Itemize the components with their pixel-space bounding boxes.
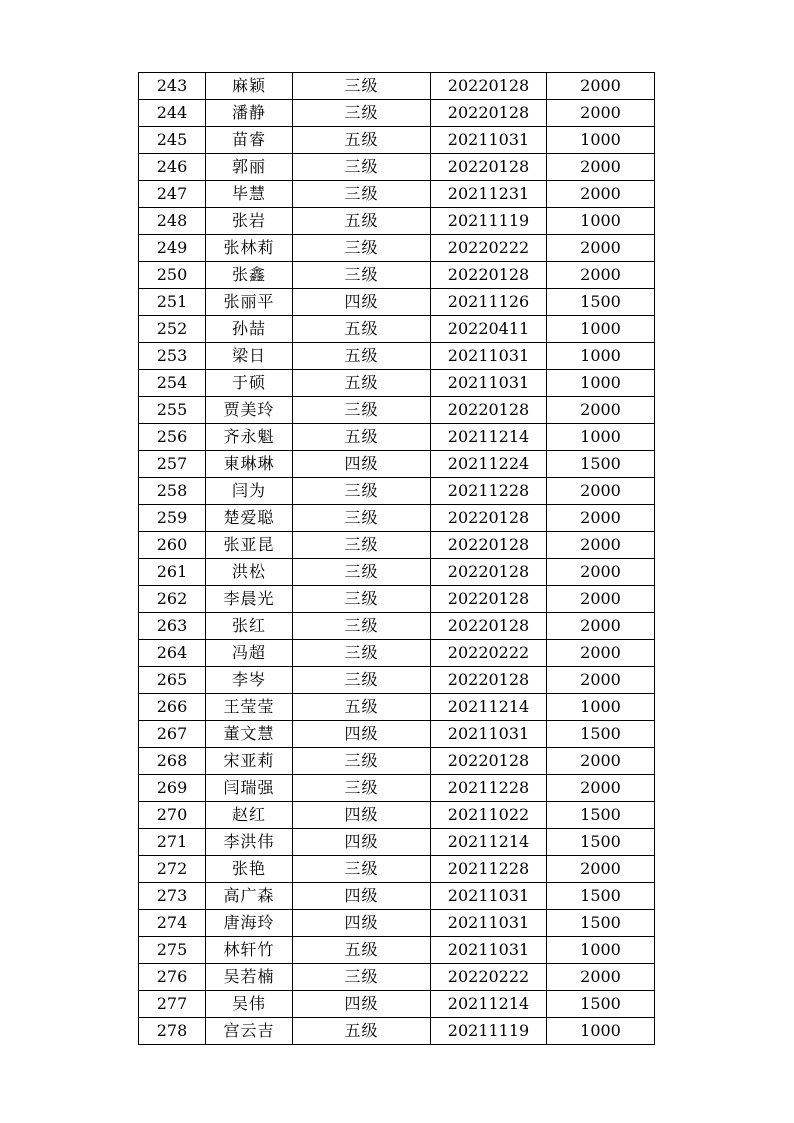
cell-level: 五级 xyxy=(293,1018,431,1045)
cell-date: 20220128 xyxy=(431,613,547,640)
cell-amount: 2000 xyxy=(547,262,655,289)
cell-name: 苗睿 xyxy=(206,127,293,154)
cell-name: 郭丽 xyxy=(206,154,293,181)
table-row xyxy=(139,100,655,127)
table-row xyxy=(139,343,655,370)
cell-name: 楚爱聪 xyxy=(206,505,293,532)
cell-row-number: 264 xyxy=(139,640,206,667)
cell-name: 洪松 xyxy=(206,559,293,586)
cell-row-number: 246 xyxy=(139,154,206,181)
cell-row-number: 243 xyxy=(139,73,206,100)
cell-name: 孙喆 xyxy=(206,316,293,343)
cell-level: 三级 xyxy=(293,505,431,532)
table-row xyxy=(139,478,655,505)
cell-level: 四级 xyxy=(293,910,431,937)
cell-level: 四级 xyxy=(293,829,431,856)
cell-level: 四级 xyxy=(293,721,431,748)
cell-name: 张丽平 xyxy=(206,289,293,316)
table-row xyxy=(139,1018,655,1045)
cell-level: 三级 xyxy=(293,154,431,181)
cell-amount: 1000 xyxy=(547,316,655,343)
table-row xyxy=(139,829,655,856)
table-row xyxy=(139,397,655,424)
cell-name: 梁日 xyxy=(206,343,293,370)
cell-date: 20211031 xyxy=(431,721,547,748)
cell-amount: 2000 xyxy=(547,748,655,775)
cell-date: 20211228 xyxy=(431,478,547,505)
cell-name: 赵红 xyxy=(206,802,293,829)
table-row xyxy=(139,127,655,154)
cell-name: 闫瑞强 xyxy=(206,775,293,802)
cell-amount: 2000 xyxy=(547,532,655,559)
cell-row-number: 260 xyxy=(139,532,206,559)
cell-level: 五级 xyxy=(293,343,431,370)
cell-level: 三级 xyxy=(293,586,431,613)
cell-date: 20220128 xyxy=(431,532,547,559)
table-row xyxy=(139,532,655,559)
cell-date: 20211231 xyxy=(431,181,547,208)
table-row xyxy=(139,235,655,262)
cell-amount: 2000 xyxy=(547,397,655,424)
cell-name: 宋亚莉 xyxy=(206,748,293,775)
cell-level: 四级 xyxy=(293,289,431,316)
cell-amount: 2000 xyxy=(547,478,655,505)
cell-row-number: 263 xyxy=(139,613,206,640)
cell-row-number: 248 xyxy=(139,208,206,235)
cell-row-number: 244 xyxy=(139,100,206,127)
cell-amount: 1500 xyxy=(547,802,655,829)
cell-row-number: 266 xyxy=(139,694,206,721)
table-row xyxy=(139,181,655,208)
cell-date: 20220128 xyxy=(431,100,547,127)
cell-date: 20211031 xyxy=(431,127,547,154)
cell-row-number: 274 xyxy=(139,910,206,937)
cell-row-number: 250 xyxy=(139,262,206,289)
cell-date: 20211214 xyxy=(431,424,547,451)
cell-row-number: 273 xyxy=(139,883,206,910)
cell-date: 20220128 xyxy=(431,73,547,100)
cell-level: 三级 xyxy=(293,532,431,559)
cell-level: 三级 xyxy=(293,478,431,505)
cell-name: 闫为 xyxy=(206,478,293,505)
cell-name: 齐永魁 xyxy=(206,424,293,451)
table-row xyxy=(139,802,655,829)
cell-name: 毕慧 xyxy=(206,181,293,208)
cell-amount: 2000 xyxy=(547,856,655,883)
cell-date: 20220222 xyxy=(431,964,547,991)
table-body xyxy=(139,73,655,1045)
cell-date: 20220222 xyxy=(431,640,547,667)
table-row xyxy=(139,937,655,964)
cell-name: 于硕 xyxy=(206,370,293,397)
cell-amount: 1500 xyxy=(547,883,655,910)
cell-amount: 1000 xyxy=(547,370,655,397)
cell-amount: 2000 xyxy=(547,154,655,181)
cell-amount: 1500 xyxy=(547,721,655,748)
cell-level: 五级 xyxy=(293,937,431,964)
table-row xyxy=(139,613,655,640)
cell-name: 東琳琳 xyxy=(206,451,293,478)
table-row xyxy=(139,775,655,802)
table-row xyxy=(139,316,655,343)
cell-date: 20211214 xyxy=(431,991,547,1018)
cell-amount: 1000 xyxy=(547,208,655,235)
cell-row-number: 275 xyxy=(139,937,206,964)
cell-date: 20211119 xyxy=(431,1018,547,1045)
table-row xyxy=(139,748,655,775)
cell-name: 张林莉 xyxy=(206,235,293,262)
cell-name: 吴若楠 xyxy=(206,964,293,991)
table-row xyxy=(139,910,655,937)
table-row xyxy=(139,370,655,397)
cell-date: 20220128 xyxy=(431,154,547,181)
cell-amount: 1000 xyxy=(547,1018,655,1045)
cell-amount: 2000 xyxy=(547,613,655,640)
cell-level: 三级 xyxy=(293,181,431,208)
cell-date: 20211031 xyxy=(431,343,547,370)
cell-level: 五级 xyxy=(293,127,431,154)
cell-row-number: 261 xyxy=(139,559,206,586)
cell-date: 20211126 xyxy=(431,289,547,316)
cell-row-number: 254 xyxy=(139,370,206,397)
cell-date: 20211031 xyxy=(431,370,547,397)
cell-date: 20211214 xyxy=(431,694,547,721)
table-row xyxy=(139,208,655,235)
cell-amount: 2000 xyxy=(547,586,655,613)
cell-level: 三级 xyxy=(293,235,431,262)
cell-amount: 1000 xyxy=(547,343,655,370)
cell-amount: 1000 xyxy=(547,127,655,154)
cell-row-number: 249 xyxy=(139,235,206,262)
cell-amount: 2000 xyxy=(547,235,655,262)
cell-row-number: 278 xyxy=(139,1018,206,1045)
cell-level: 四级 xyxy=(293,451,431,478)
cell-amount: 1500 xyxy=(547,289,655,316)
cell-amount: 2000 xyxy=(547,100,655,127)
cell-row-number: 271 xyxy=(139,829,206,856)
cell-amount: 1500 xyxy=(547,991,655,1018)
data-table xyxy=(138,72,655,1045)
cell-amount: 1000 xyxy=(547,937,655,964)
table-row xyxy=(139,856,655,883)
cell-amount: 1500 xyxy=(547,910,655,937)
cell-level: 四级 xyxy=(293,802,431,829)
cell-row-number: 265 xyxy=(139,667,206,694)
cell-row-number: 252 xyxy=(139,316,206,343)
table-row xyxy=(139,964,655,991)
table-row xyxy=(139,154,655,181)
cell-date: 20220128 xyxy=(431,667,547,694)
cell-level: 四级 xyxy=(293,991,431,1018)
cell-row-number: 258 xyxy=(139,478,206,505)
cell-amount: 2000 xyxy=(547,505,655,532)
cell-date: 20220128 xyxy=(431,559,547,586)
cell-name: 李晨光 xyxy=(206,586,293,613)
cell-date: 20211031 xyxy=(431,937,547,964)
cell-name: 宫云吉 xyxy=(206,1018,293,1045)
cell-name: 冯超 xyxy=(206,640,293,667)
cell-date: 20211228 xyxy=(431,775,547,802)
cell-amount: 1000 xyxy=(547,424,655,451)
cell-name: 李洪伟 xyxy=(206,829,293,856)
cell-level: 三级 xyxy=(293,856,431,883)
table-row xyxy=(139,73,655,100)
cell-row-number: 277 xyxy=(139,991,206,1018)
cell-date: 20211214 xyxy=(431,829,547,856)
cell-name: 林轩竹 xyxy=(206,937,293,964)
cell-level: 五级 xyxy=(293,694,431,721)
table-row xyxy=(139,667,655,694)
cell-date: 20220128 xyxy=(431,262,547,289)
cell-row-number: 272 xyxy=(139,856,206,883)
cell-row-number: 251 xyxy=(139,289,206,316)
cell-name: 张鑫 xyxy=(206,262,293,289)
cell-name: 吴伟 xyxy=(206,991,293,1018)
cell-level: 三级 xyxy=(293,775,431,802)
cell-name: 唐海玲 xyxy=(206,910,293,937)
cell-date: 20211031 xyxy=(431,883,547,910)
cell-level: 三级 xyxy=(293,640,431,667)
cell-row-number: 269 xyxy=(139,775,206,802)
cell-name: 董文慧 xyxy=(206,721,293,748)
cell-level: 三级 xyxy=(293,100,431,127)
cell-date: 20211022 xyxy=(431,802,547,829)
cell-level: 三级 xyxy=(293,613,431,640)
cell-row-number: 276 xyxy=(139,964,206,991)
table-row xyxy=(139,640,655,667)
cell-row-number: 245 xyxy=(139,127,206,154)
cell-amount: 2000 xyxy=(547,73,655,100)
cell-name: 高广森 xyxy=(206,883,293,910)
table-row xyxy=(139,451,655,478)
cell-row-number: 255 xyxy=(139,397,206,424)
cell-amount: 2000 xyxy=(547,181,655,208)
cell-name: 张艳 xyxy=(206,856,293,883)
cell-date: 20211228 xyxy=(431,856,547,883)
cell-amount: 2000 xyxy=(547,667,655,694)
cell-row-number: 270 xyxy=(139,802,206,829)
table-row xyxy=(139,721,655,748)
cell-row-number: 262 xyxy=(139,586,206,613)
cell-amount: 1500 xyxy=(547,451,655,478)
cell-name: 麻颖 xyxy=(206,73,293,100)
cell-level: 四级 xyxy=(293,883,431,910)
cell-level: 三级 xyxy=(293,73,431,100)
cell-row-number: 267 xyxy=(139,721,206,748)
cell-name: 张红 xyxy=(206,613,293,640)
cell-date: 20211224 xyxy=(431,451,547,478)
cell-date: 20220128 xyxy=(431,505,547,532)
cell-name: 张亚昆 xyxy=(206,532,293,559)
cell-level: 三级 xyxy=(293,262,431,289)
cell-name: 潘静 xyxy=(206,100,293,127)
cell-row-number: 253 xyxy=(139,343,206,370)
cell-level: 五级 xyxy=(293,316,431,343)
cell-row-number: 259 xyxy=(139,505,206,532)
cell-name: 李岑 xyxy=(206,667,293,694)
table-row xyxy=(139,424,655,451)
cell-row-number: 257 xyxy=(139,451,206,478)
table-row xyxy=(139,262,655,289)
cell-level: 三级 xyxy=(293,964,431,991)
cell-date: 20220222 xyxy=(431,235,547,262)
cell-date: 20220411 xyxy=(431,316,547,343)
table-row xyxy=(139,991,655,1018)
cell-date: 20220128 xyxy=(431,397,547,424)
table-row xyxy=(139,694,655,721)
cell-amount: 1500 xyxy=(547,829,655,856)
cell-name: 张岩 xyxy=(206,208,293,235)
cell-level: 三级 xyxy=(293,397,431,424)
cell-level: 五级 xyxy=(293,424,431,451)
cell-amount: 2000 xyxy=(547,559,655,586)
cell-amount: 1000 xyxy=(547,694,655,721)
table-row xyxy=(139,559,655,586)
cell-name: 贾美玲 xyxy=(206,397,293,424)
cell-amount: 2000 xyxy=(547,640,655,667)
cell-date: 20220128 xyxy=(431,586,547,613)
cell-level: 三级 xyxy=(293,559,431,586)
cell-level: 五级 xyxy=(293,208,431,235)
cell-date: 20220128 xyxy=(431,748,547,775)
cell-level: 三级 xyxy=(293,667,431,694)
cell-row-number: 268 xyxy=(139,748,206,775)
table-row xyxy=(139,586,655,613)
table-row xyxy=(139,883,655,910)
cell-level: 五级 xyxy=(293,370,431,397)
cell-date: 20211119 xyxy=(431,208,547,235)
cell-amount: 2000 xyxy=(547,775,655,802)
cell-row-number: 256 xyxy=(139,424,206,451)
table-row xyxy=(139,505,655,532)
cell-date: 20211031 xyxy=(431,910,547,937)
cell-amount: 2000 xyxy=(547,964,655,991)
cell-name: 王莹莹 xyxy=(206,694,293,721)
table-row xyxy=(139,289,655,316)
cell-level: 三级 xyxy=(293,748,431,775)
cell-row-number: 247 xyxy=(139,181,206,208)
